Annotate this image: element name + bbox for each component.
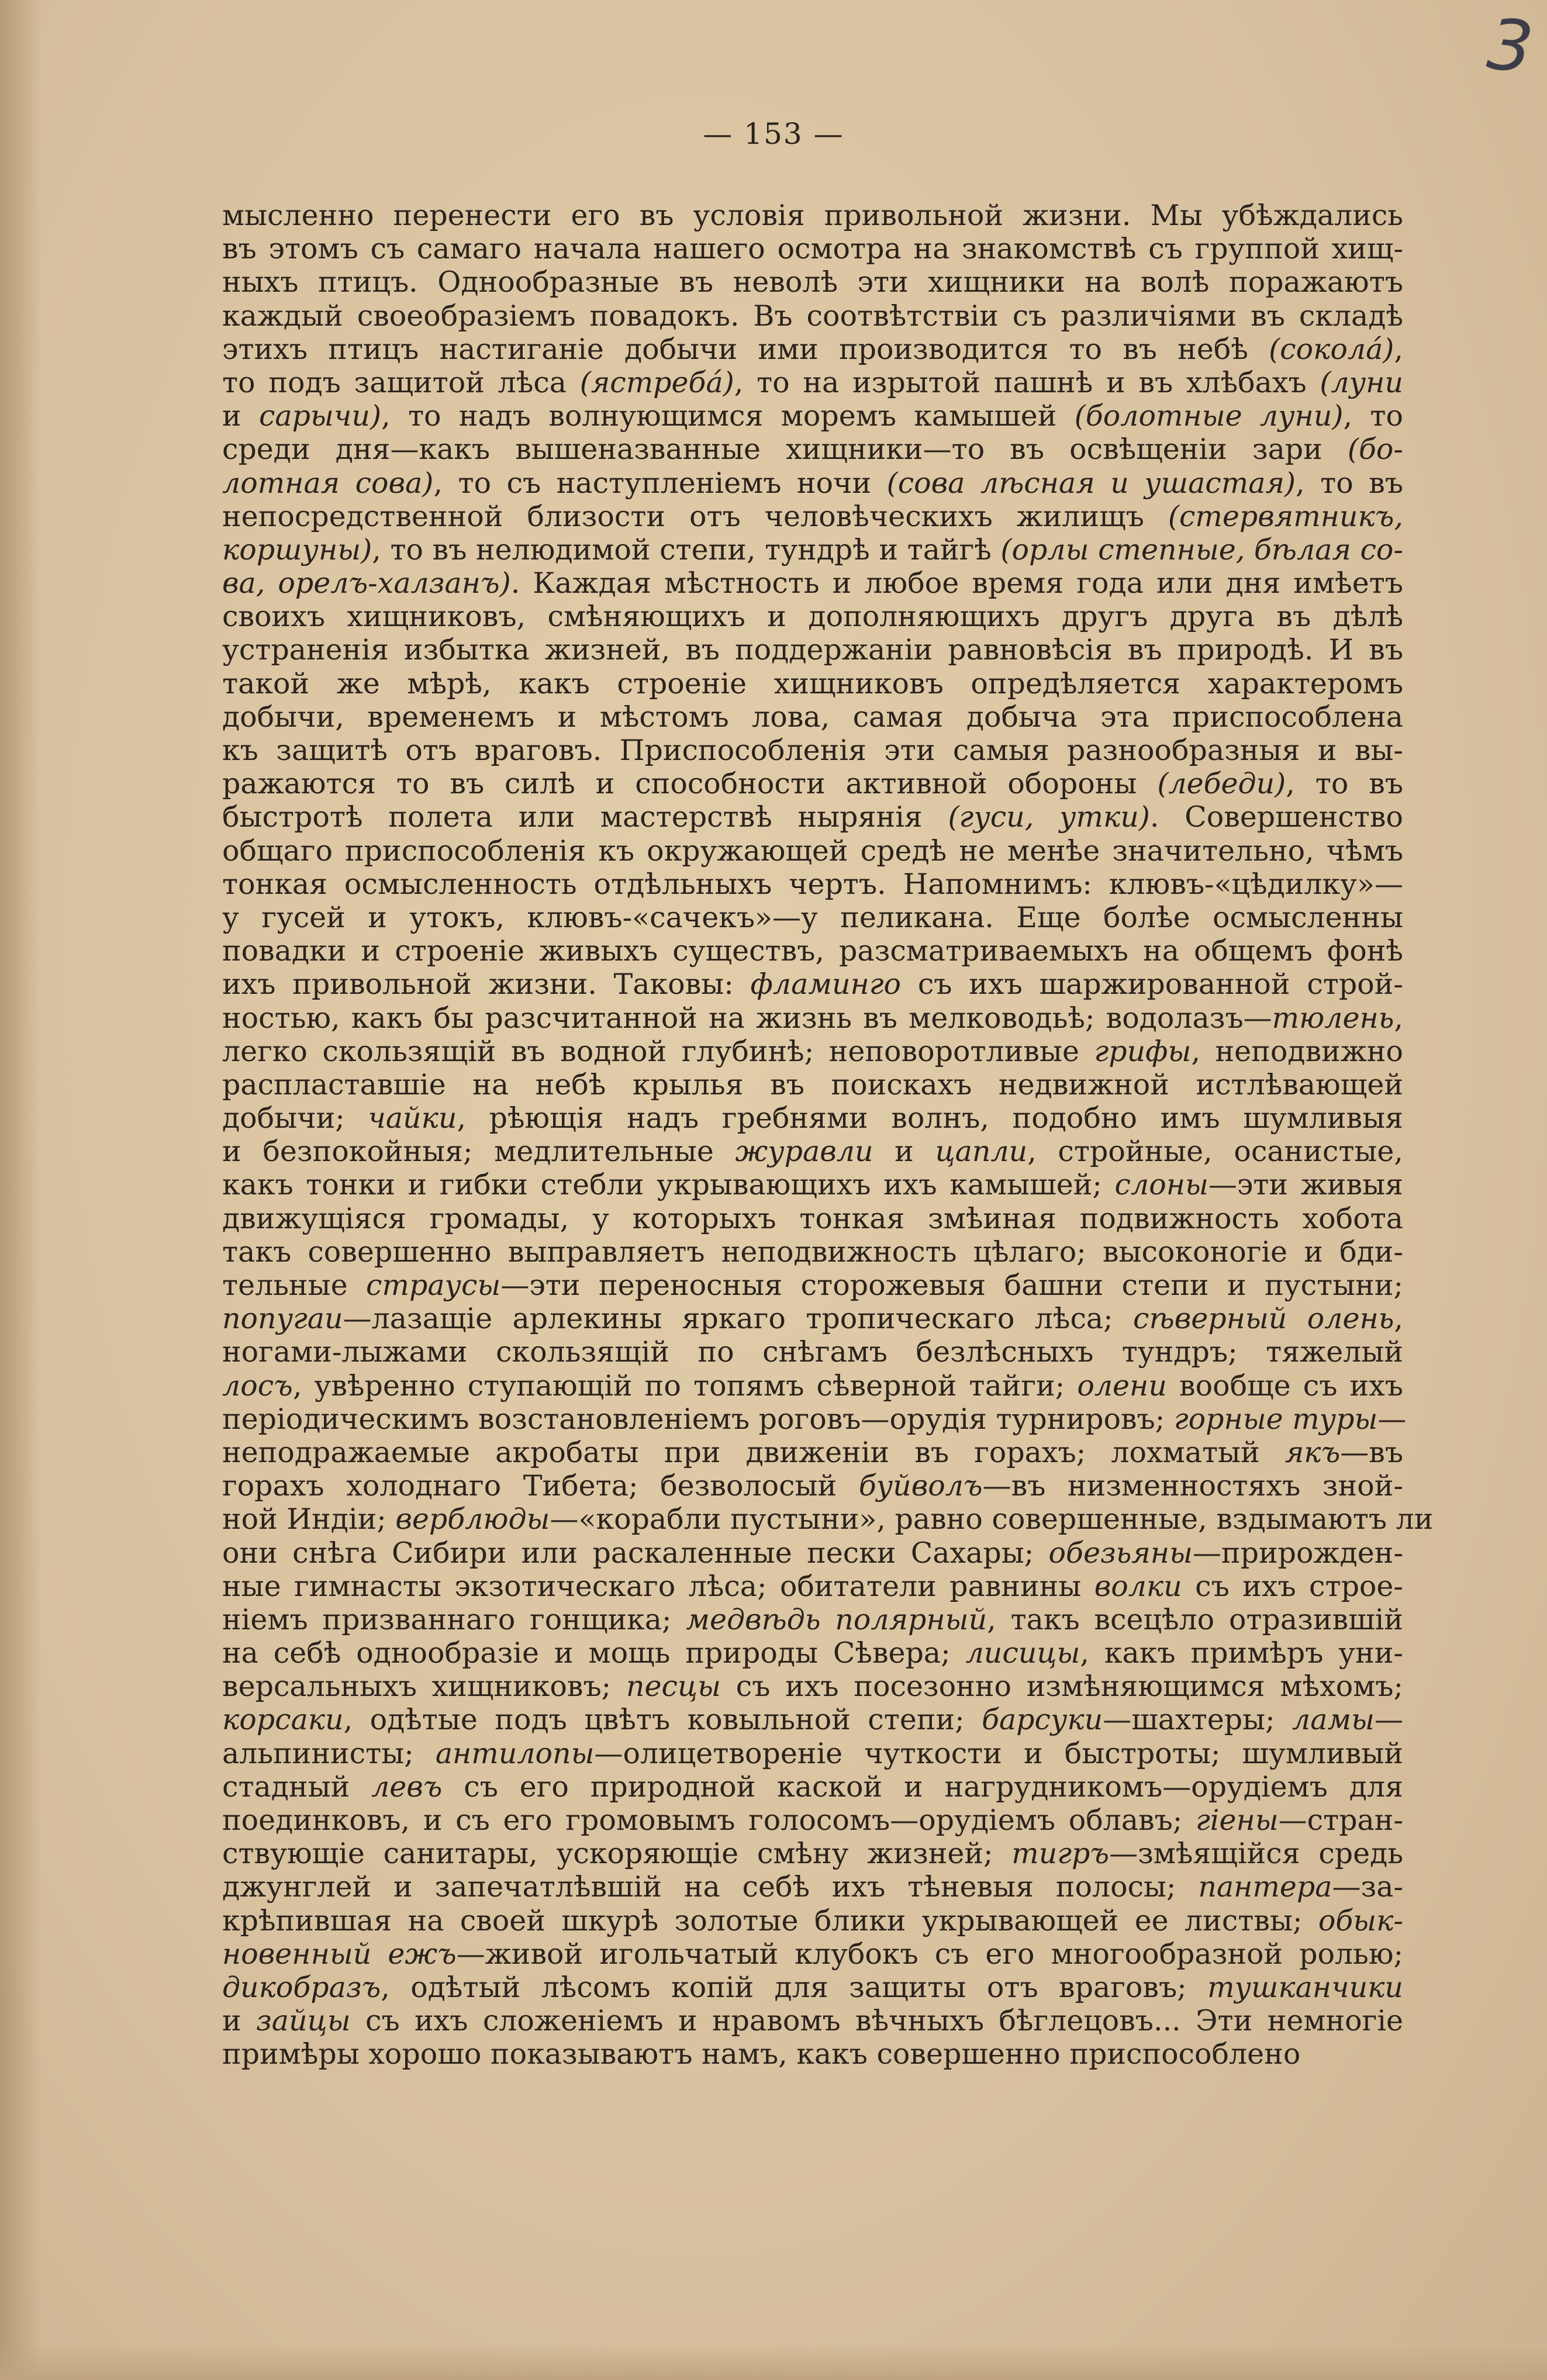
- italic-term: гіены: [1196, 1804, 1279, 1837]
- italic-term: тигръ: [1011, 1837, 1110, 1871]
- text-run: —прирожден-: [1192, 1536, 1403, 1570]
- italic-term: волки: [1094, 1569, 1182, 1603]
- italic-term: страусы: [366, 1269, 501, 1302]
- italic-term: (ястребá): [579, 365, 734, 399]
- text-run: , такъ всецѣло отразившій: [987, 1602, 1403, 1636]
- text-run: ныхъ птицъ. Однообразные въ неволѣ эти хищники на волѣ поражаютъ: [222, 265, 1403, 299]
- text-line: [222, 433, 1403, 466]
- text-run: ихъ привольной жизни. Таковы:: [222, 968, 751, 1001]
- text-run: легко скользящій въ водной глубинѣ; неповоротливые: [222, 1034, 1094, 1068]
- text-run: версальныхъ хищниковъ;: [222, 1670, 626, 1704]
- text-run: вообще съ ихъ: [1166, 1369, 1403, 1403]
- text-run: повадки и строеніе живыхъ существъ, разсматриваемыхъ на общемъ фонѣ: [222, 934, 1403, 968]
- text-line: [222, 500, 1403, 533]
- text-run: добычи, временемъ и мѣстомъ лова, самая добыча эта приспособлена: [222, 700, 1403, 734]
- text-run: , неподвижно: [1191, 1034, 1403, 1068]
- text-line: [222, 600, 1403, 633]
- italic-term: (сова лѣсная и ушастая): [886, 466, 1296, 500]
- text-run: . Каждая мѣстность и любое время года или дня имѣетъ: [510, 566, 1403, 600]
- text-run: , рѣющія надъ гребнями волнъ, подобно имъ шумливыя: [457, 1101, 1403, 1135]
- text-run: ной Индіи;: [222, 1502, 396, 1536]
- text-run: примѣры хорошо показываютъ намъ, какъ совершенно приспособлено: [222, 2037, 1301, 2071]
- text-line: [222, 1135, 1403, 1168]
- italic-term: медвѣдь полярный: [686, 1602, 987, 1636]
- italic-term: (лебеди): [1157, 767, 1286, 801]
- italic-term: (луни: [1320, 365, 1403, 399]
- text-run: быстротѣ полета или мастерствѣ нырянія: [222, 800, 948, 834]
- italic-term: корсаки: [222, 1703, 344, 1737]
- italic-term: дикобразъ: [222, 1970, 381, 2004]
- italic-term: верблюды: [395, 1502, 550, 1536]
- text-run: то подъ защитой лѣса: [222, 365, 580, 399]
- text-line: [222, 366, 1403, 399]
- italic-term: якъ: [1284, 1435, 1341, 1469]
- text-line: [222, 533, 1403, 566]
- text-line: [222, 1469, 1403, 1502]
- text-run: этихъ птицъ настиганіе добычи ими производится то въ небѣ: [222, 332, 1269, 366]
- text-line: [222, 1335, 1403, 1369]
- italic-term: попугаи: [222, 1302, 343, 1336]
- text-line: [222, 1101, 1403, 1135]
- italic-term: (гуси, утки): [948, 800, 1150, 834]
- text-run: —за-: [1332, 1870, 1403, 1904]
- text-run: , то: [1343, 399, 1403, 433]
- text-run: своихъ хищниковъ, смѣняющихъ и дополняющихъ другъ друга въ дѣлѣ: [222, 600, 1403, 634]
- text-line: [222, 1369, 1403, 1403]
- italic-term: (орлы степные, бѣлая со-: [1000, 533, 1403, 566]
- text-run: и: [873, 1135, 935, 1169]
- italic-term: лотная сова): [222, 466, 434, 500]
- text-run: и: [222, 399, 259, 433]
- text-run: —шахтеры;: [1103, 1703, 1293, 1737]
- text-run: у гусей и утокъ, клювъ-«сачекъ»—у пеликана. Еще болѣе осмысленны: [222, 900, 1403, 934]
- text-run: такъ совершенно выправляетъ неподвижность цѣлаго; высоконогіе и бди-: [222, 1235, 1403, 1269]
- text-line: [222, 1770, 1403, 1804]
- text-run: ,: [1394, 1001, 1403, 1035]
- text-run: тонкая осмысленность отдѣльныхъ чертъ. Напомнимъ: клювъ-«цѣдилку»—: [222, 867, 1403, 901]
- italic-term: тушканчики: [1207, 1970, 1403, 2004]
- text-run: ніемъ призваннаго гонщика;: [222, 1602, 686, 1636]
- text-line: [222, 934, 1403, 968]
- italic-term: грифы: [1094, 1034, 1192, 1068]
- text-run: , увѣренно ступающій по топямъ сѣверной тайги;: [292, 1369, 1078, 1403]
- text-run: такой же мѣрѣ, какъ строеніе хищниковъ опредѣляется характеромъ: [222, 666, 1403, 700]
- text-line: [222, 1937, 1403, 1971]
- text-line: [222, 800, 1403, 834]
- text-run: альпинисты;: [222, 1736, 436, 1770]
- italic-term: чайки: [368, 1101, 457, 1135]
- text-run: они снѣга Сибири или раскаленные пески Сахары;: [222, 1536, 1049, 1570]
- italic-term: (стервятникъ,: [1168, 499, 1403, 533]
- italic-term: барсуки: [982, 1703, 1103, 1737]
- text-run: мысленно перенести его въ условія привольной жизни. Мы убѣждались: [222, 199, 1403, 232]
- text-run: , то въ: [1296, 466, 1403, 500]
- text-line: [222, 399, 1403, 433]
- text-line: [222, 1502, 1434, 1536]
- text-run: движущіяся громады, у которыхъ тонкая змѣиная подвижность хобота: [222, 1201, 1403, 1235]
- italic-term: антилопы: [435, 1736, 595, 1770]
- text-run: ногами-лыжами скользящій по снѣгамъ безлѣсныхъ тундръ; тяжелый: [222, 1335, 1403, 1369]
- italic-term: журавли: [735, 1135, 873, 1169]
- text-run: неподражаемые акробаты при движеніи въ горахъ; лохматый: [222, 1435, 1285, 1469]
- text-line: [222, 1804, 1403, 1837]
- text-run: какъ тонки и гибки стебли укрывающихъ ихъ камышей;: [222, 1168, 1115, 1202]
- text-run: , то въ: [1286, 767, 1403, 801]
- text-run: —«корабли пустыни», равно совершенные, вздымаютъ ли: [550, 1502, 1434, 1536]
- text-line: [222, 1703, 1403, 1736]
- text-line: [222, 1035, 1403, 1068]
- italic-term: лисицы: [965, 1636, 1080, 1670]
- text-line: [222, 1269, 1403, 1302]
- italic-term: (болотные луни): [1074, 399, 1344, 433]
- text-line: [222, 1402, 1407, 1436]
- text-line: [222, 734, 1403, 767]
- italic-term: (соколá): [1269, 332, 1394, 366]
- italic-term: сарычи): [258, 399, 382, 433]
- text-run: ,: [1394, 332, 1403, 366]
- text-line: [222, 700, 1403, 734]
- text-line: [222, 1870, 1403, 1904]
- text-line: [222, 1570, 1403, 1603]
- text-run: ствующіе санитары, ускоряющіе смѣну жизней;: [222, 1837, 1012, 1871]
- text-run: крѣпившая на своей шкурѣ золотые блики укрывающей ее листвы;: [222, 1904, 1318, 1937]
- text-run: и: [222, 2004, 257, 2038]
- text-line: [222, 834, 1403, 868]
- italic-term: коршуны): [222, 533, 372, 566]
- italic-term: лосъ: [222, 1369, 293, 1403]
- text-run: въ этомъ съ самаго начала нашего осмотра на знакомствѣ съ группой хищ-: [222, 232, 1403, 266]
- text-line: [222, 265, 1403, 299]
- text-run: съ его природной каской и нагрудникомъ—орудіемъ для: [442, 1770, 1404, 1804]
- text-run: , какъ примѣръ уни-: [1080, 1636, 1403, 1670]
- italic-term: обык-: [1318, 1904, 1403, 1937]
- text-line: [222, 1904, 1403, 1937]
- handwritten-folio-number: 3: [1483, 4, 1537, 89]
- text-line: [222, 1235, 1403, 1269]
- text-run: общаго приспособленія къ окружающей средѣ не менѣе значительно, чѣмъ: [222, 834, 1403, 868]
- italic-term: фламинго: [750, 968, 902, 1001]
- text-run: добычи;: [222, 1101, 368, 1135]
- italic-term: зайцы: [256, 2004, 351, 2038]
- text-run: —стран-: [1278, 1804, 1403, 1837]
- text-run: ностью, какъ бы разсчитанной на жизнь въ мелководьѣ; водолазъ—: [222, 1001, 1272, 1035]
- italic-term: левъ: [371, 1770, 443, 1804]
- text-line: [222, 1636, 1403, 1670]
- text-run: и безпокойныя; медлительные: [222, 1135, 735, 1169]
- text-line: [222, 2037, 1403, 2071]
- text-line: [222, 199, 1403, 232]
- text-run: , то надъ волнующимся моремъ камышей: [381, 399, 1075, 433]
- text-run: къ защитѣ отъ враговъ. Приспособленія эти самыя разнообразныя и вы-: [222, 734, 1403, 767]
- text-line: [222, 1837, 1403, 1870]
- text-line: [222, 1068, 1403, 1101]
- text-run: непосредственной близости отъ человѣческихъ жилищъ: [222, 499, 1168, 533]
- text-line: [222, 868, 1403, 901]
- italic-term: пантера: [1198, 1870, 1332, 1904]
- text-line: [222, 633, 1403, 666]
- italic-term: ва, орелъ-халзанъ): [222, 566, 511, 600]
- text-line: [222, 1971, 1403, 2004]
- text-run: —: [1377, 1402, 1407, 1436]
- text-run: —живой игольчатый клубокъ съ его многообразной ролью;: [456, 1937, 1404, 1971]
- text-line: [222, 1001, 1403, 1035]
- text-run: —въ: [1340, 1435, 1403, 1469]
- text-run: джунглей и запечатлѣвшій на себѣ ихъ тѣневыя полосы;: [222, 1870, 1199, 1904]
- italic-term: ламы: [1292, 1703, 1375, 1737]
- text-line: [222, 1536, 1403, 1570]
- italic-term: песцы: [626, 1670, 721, 1704]
- italic-term: новенный ежъ: [222, 1937, 457, 1971]
- text-run: , одѣтые подъ цвѣтъ ковыльной степи;: [343, 1703, 982, 1737]
- text-run: съ ихъ строе-: [1182, 1569, 1403, 1603]
- text-run: ,: [1394, 1302, 1403, 1336]
- body-text: [222, 199, 1434, 2071]
- italic-term: сѣверный олень: [1133, 1302, 1394, 1336]
- text-run: среди дня—какъ вышеназванные хищники—то въ освѣщеніи зари: [222, 433, 1348, 467]
- text-line: [222, 1168, 1403, 1201]
- text-line: [222, 1603, 1403, 1636]
- italic-term: слоны: [1114, 1168, 1208, 1202]
- text-run: распластавшіе на небѣ крылья въ поискахъ недвижной истлѣвающей: [222, 1068, 1403, 1101]
- page-shadow-edge: [0, 0, 41, 2380]
- text-line: [222, 333, 1403, 366]
- text-line: [222, 299, 1403, 333]
- text-run: , то на изрытой пашнѣ и въ хлѣбахъ: [734, 365, 1320, 399]
- italic-term: олени: [1077, 1369, 1167, 1403]
- italic-term: цапли: [935, 1135, 1028, 1169]
- page-bottom-edge: [0, 2345, 1547, 2380]
- text-line: [222, 566, 1403, 600]
- text-line: [222, 1436, 1403, 1469]
- italic-term: буйволъ: [858, 1469, 983, 1503]
- text-line: [222, 901, 1403, 934]
- text-run: . Совершенство: [1149, 800, 1403, 834]
- text-run: съ ихъ шаржированной строй-: [901, 968, 1403, 1001]
- text-line: [222, 1670, 1403, 1703]
- text-run: горахъ холоднаго Тибета; безволосый: [222, 1469, 859, 1503]
- text-line: [222, 1202, 1403, 1235]
- text-run: съ ихъ посезонно измѣняющимся мѣхомъ;: [721, 1670, 1403, 1704]
- text-run: —лазащіе арлекины яркаго тропическаго лѣса;: [343, 1302, 1134, 1336]
- text-line: [222, 767, 1403, 800]
- text-line: [222, 1737, 1403, 1770]
- text-run: —: [1375, 1703, 1403, 1737]
- italic-term: тюлень: [1272, 1001, 1394, 1035]
- text-run: , стройные, осанистые,: [1027, 1135, 1403, 1169]
- text-run: на себѣ однообразіе и мощь природы Сѣвера;: [222, 1636, 966, 1670]
- text-run: съ ихъ сложеніемъ и нравомъ вѣчныхъ бѣглецовъ... Эти немногіе: [350, 2004, 1403, 2038]
- text-line: [222, 1302, 1403, 1335]
- page-number: — 153 —: [703, 117, 844, 151]
- text-line: [222, 968, 1403, 1001]
- italic-term: обезьяны: [1048, 1536, 1193, 1570]
- text-run: ражаются то въ силѣ и способности активной обороны: [222, 767, 1158, 801]
- text-line: [222, 467, 1403, 500]
- text-run: , то съ наступленіемъ ночи: [433, 466, 887, 500]
- text-run: —змѣящійся средь: [1109, 1837, 1403, 1871]
- text-line: [222, 232, 1403, 265]
- text-run: —въ низменностяхъ зной-: [982, 1469, 1403, 1503]
- text-run: —эти переносныя сторожевыя башни степи и пустыни;: [500, 1269, 1403, 1302]
- text-line: [222, 2004, 1403, 2037]
- text-line: [222, 667, 1403, 700]
- italic-term: горные туры: [1173, 1402, 1378, 1436]
- text-run: —олицетвореніе чуткости и быстроты; шумливый: [594, 1736, 1403, 1770]
- text-run: , одѣтый лѣсомъ копій для защиты отъ враговъ;: [381, 1970, 1208, 2004]
- italic-term: (бо-: [1347, 433, 1403, 467]
- text-run: ные гимнасты экзотическаго лѣса; обитатели равнины: [222, 1569, 1094, 1603]
- text-run: устраненія избытка жизней, въ поддержаніи равновѣсія въ природѣ. И въ: [222, 633, 1403, 667]
- text-run: поединковъ, и съ его громовымъ голосомъ—орудіемъ облавъ;: [222, 1804, 1196, 1837]
- text-run: періодическимъ возстановленіемъ роговъ—орудія турнировъ;: [222, 1402, 1174, 1436]
- text-run: стадный: [222, 1770, 372, 1804]
- text-run: тельные: [222, 1269, 367, 1302]
- text-run: , то въ нелюдимой степи, тундрѣ и тайгѣ: [372, 533, 1001, 566]
- text-run: —эти живыя: [1208, 1168, 1403, 1202]
- text-run: каждый своеобразіемъ повадокъ. Въ соотвѣтствіи съ различіями въ складѣ: [222, 299, 1403, 333]
